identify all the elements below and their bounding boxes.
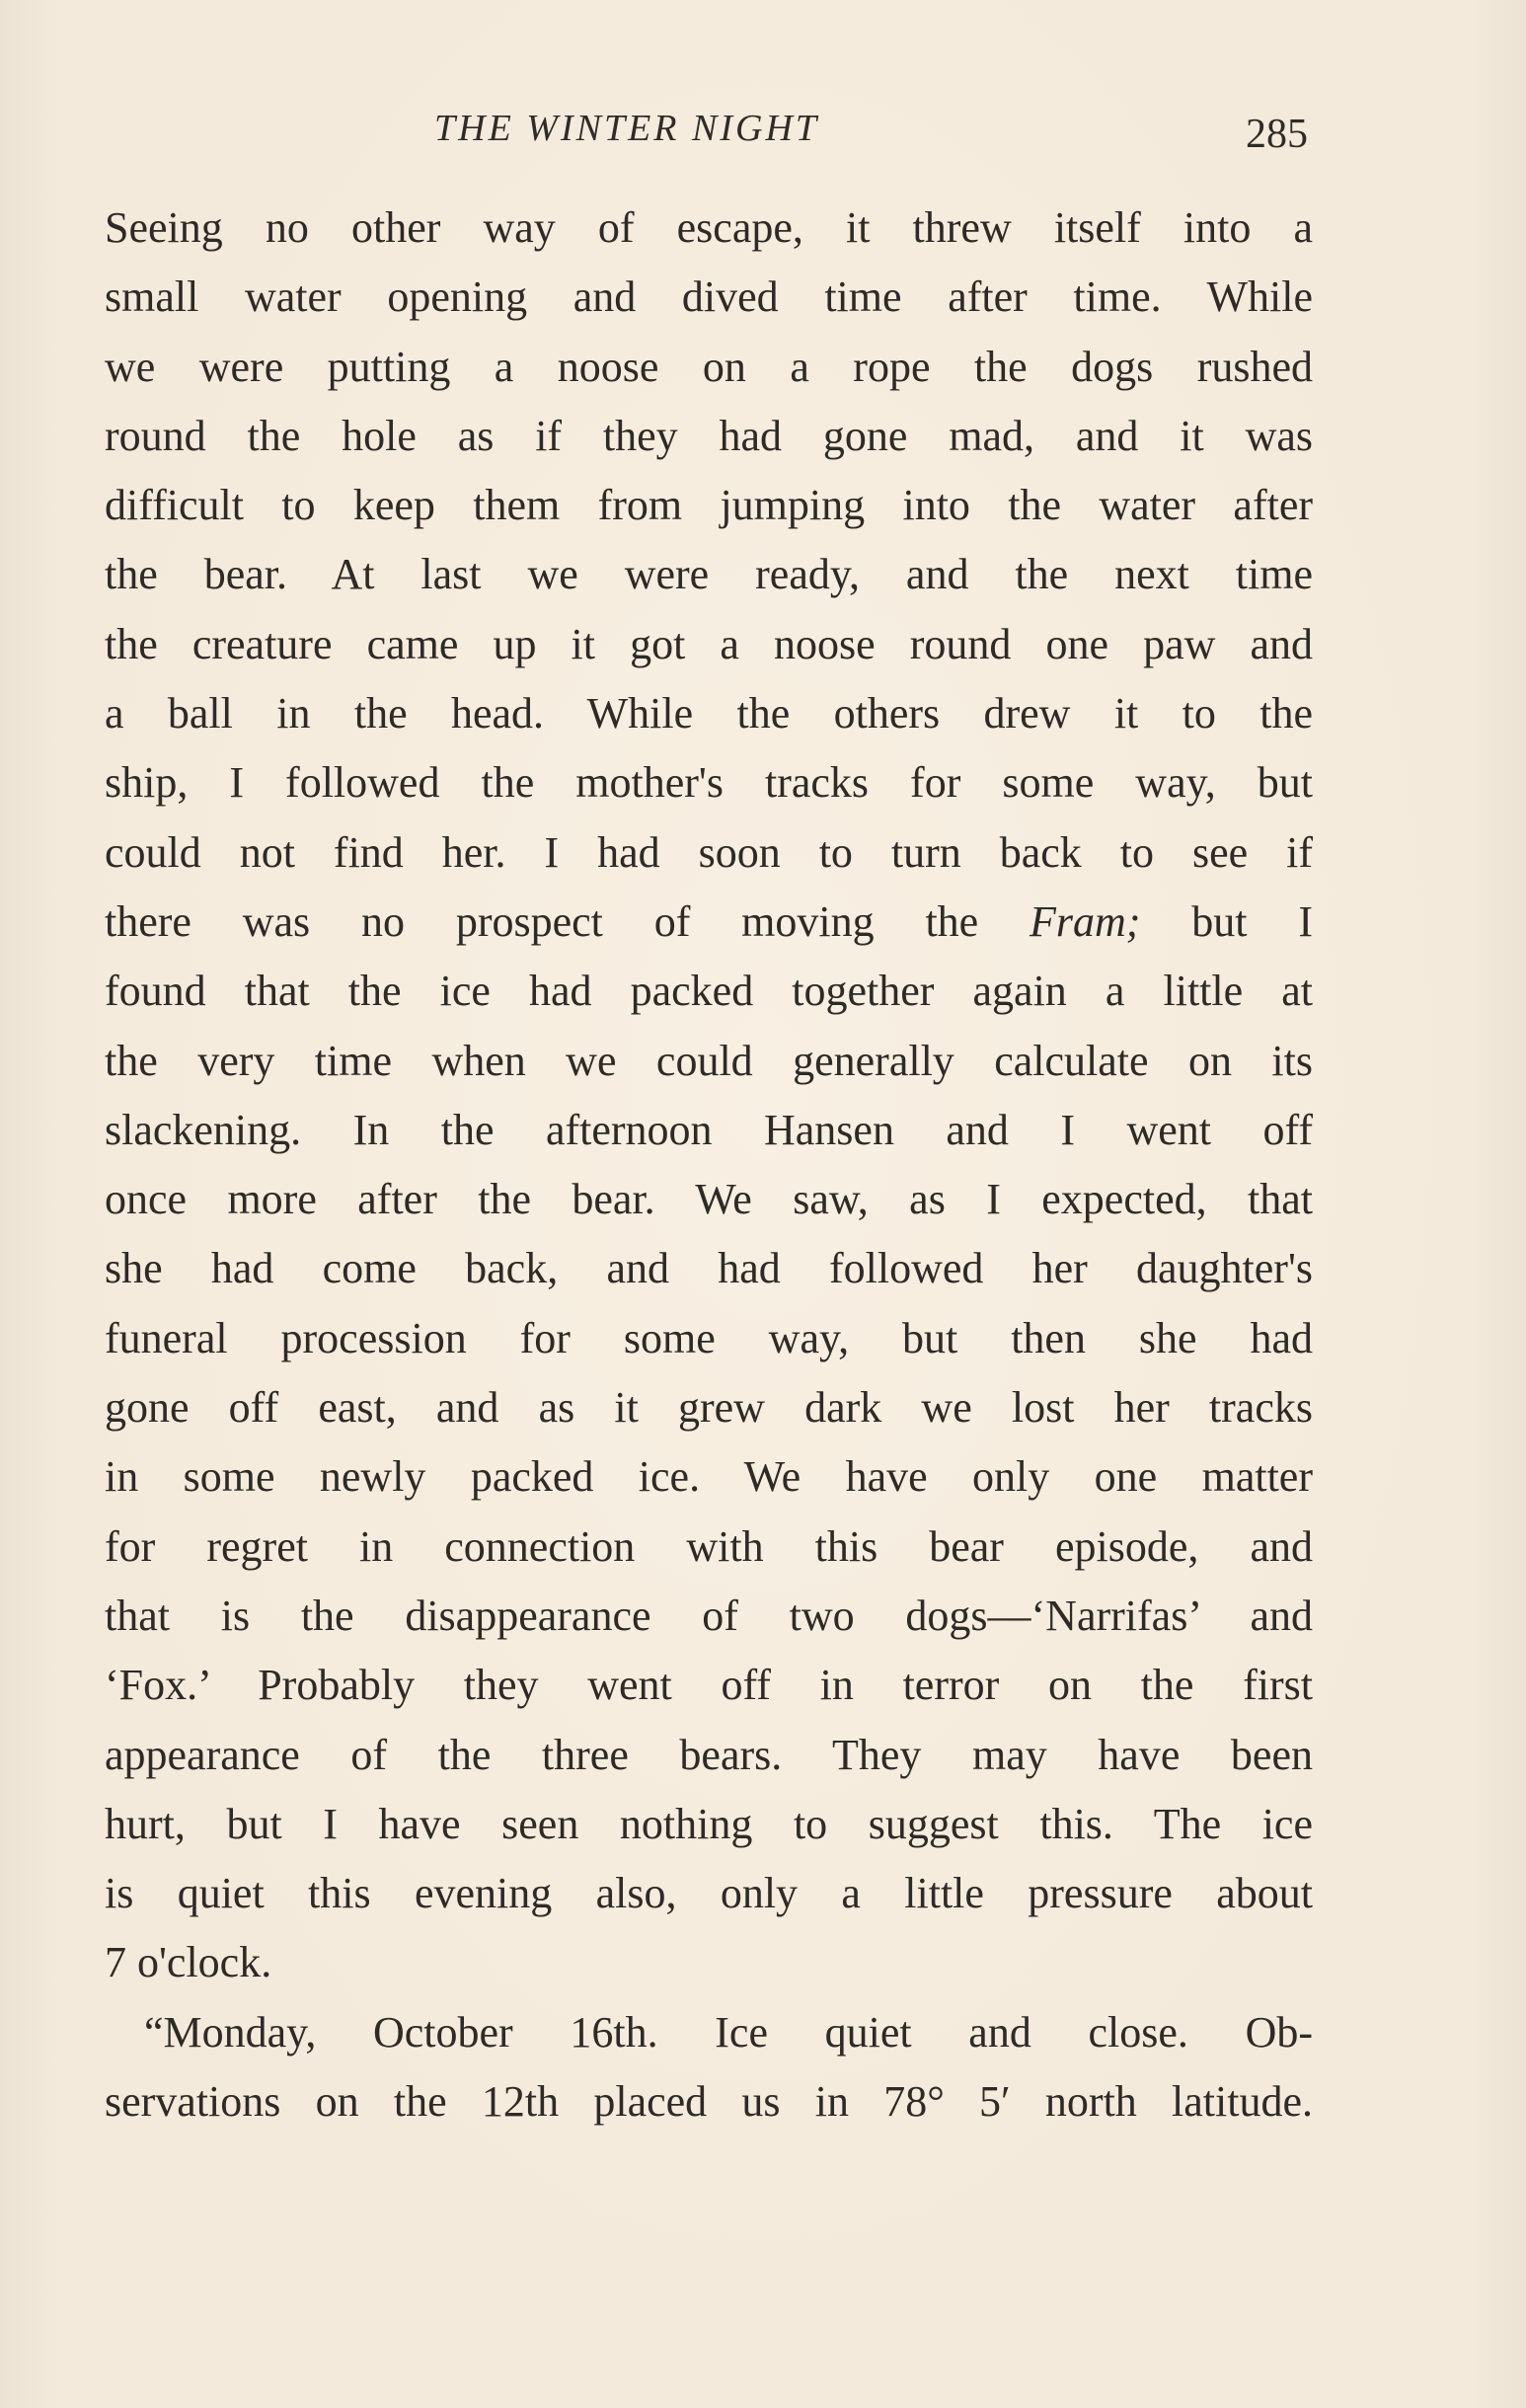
text-line: the bear. At last we were ready, and the next time [105, 550, 1313, 599]
text-line: ‘Fox.’ Probably they went off in terror on the first [105, 1661, 1313, 1710]
text-line: gone off east, and as it grew dark we lost her tracks [105, 1383, 1313, 1433]
text-line: appearance of the three bears. They may have been [105, 1730, 1313, 1779]
text-line: we were putting a noose on a rope the dogs rushed [105, 342, 1313, 391]
text-line: for regret in connection with this bear episode, and [105, 1521, 1313, 1571]
text-line: “Monday, October 16th. Ice quiet and close. Ob- [144, 2007, 1313, 2057]
text-line: difficult to keep them from jumping into the water after [105, 481, 1313, 530]
text-line: Seeing no other way of escape, it threw itself into a [105, 203, 1313, 252]
body-text [105, 194, 1313, 2136]
text-line: servations on the 12th placed us in 78° 5′ north latitude. [105, 2077, 1313, 2127]
text-line: could not find her. I had soon to turn back to see if [105, 827, 1313, 877]
text-line: small water opening and dived time after time. While [105, 272, 1313, 322]
text-line: a ball in the head. While the others drew it to the [105, 689, 1313, 738]
text-line: once more after the bear. We saw, as I expected, that [105, 1175, 1313, 1224]
text-line: funeral procession for some way, but then she had [105, 1313, 1313, 1362]
text-line: ship, I followed the mother's tracks for some way, but [105, 758, 1313, 808]
ship-name: Fram; [1030, 896, 1141, 946]
running-head: THE WINTER NIGHT [434, 108, 820, 149]
text-line: there was no prospect of moving the Fram; but I [105, 896, 1313, 946]
text-line: hurt, but I have seen nothing to suggest this. The ice [105, 1799, 1313, 1848]
page-number: 285 [1246, 112, 1308, 157]
text-line: the very time when we could generally calculate on its [105, 1036, 1313, 1085]
text-line: in some newly packed ice. We have only one matter [105, 1452, 1313, 1502]
text-line: the creature came up it got a noose round one paw and [105, 619, 1313, 668]
text-line: found that the ice had packed together again a little at [105, 967, 1313, 1016]
text-line: she had come back, and had followed her daughter's [105, 1244, 1313, 1293]
text-line: is quiet this evening also, only a little pressure about [105, 1869, 1313, 1918]
text-line: round the hole as if they had gone mad, and it was [105, 411, 1313, 460]
text-line: 7 o'clock. [105, 1938, 272, 1987]
text-line: slackening. In the afternoon Hansen and I went off [105, 1105, 1313, 1154]
text-line: that is the disappearance of two dogs—‘Narrifas’ and [105, 1591, 1313, 1640]
